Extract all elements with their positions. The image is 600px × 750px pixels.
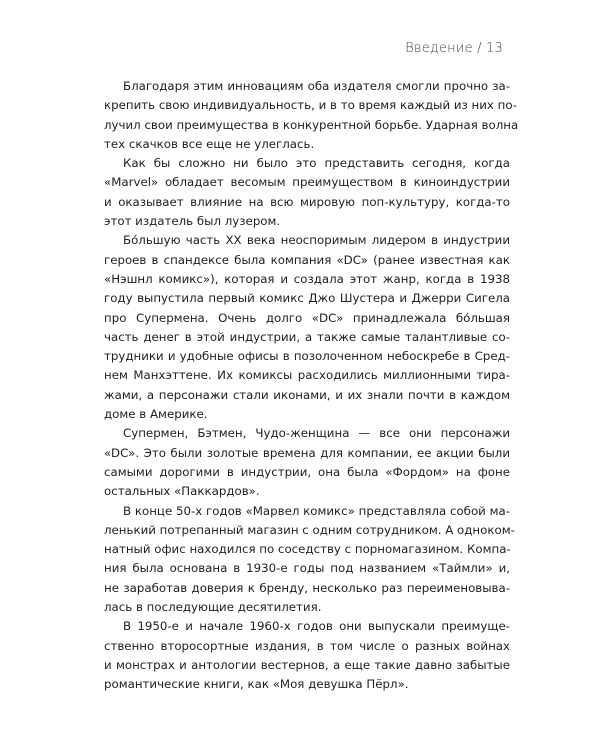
text-line: Благодаря этим инновациям оба издателя смогли прочно за- (123, 79, 510, 93)
text-line: «Marvel» обладает весомым преимуществом в киноиндустрии (104, 175, 510, 190)
text-line: не заработав доверия к бренду, несколько раз переименовыва- (104, 580, 510, 595)
text-line: В конце 50-х годов «Марвел комикс» представляла собой ма- (123, 503, 510, 518)
text-line: этот издатель был лузером. (104, 214, 281, 229)
paragraph-2 (104, 154, 510, 231)
text-line: жами, а персонажи стали иконами, и их знали почти в каждом (104, 387, 510, 402)
paragraph-6 (104, 617, 510, 694)
text-line: натный офис находился по соседству с порномагазином. Компа- (104, 542, 511, 557)
paragraph-1 (104, 77, 519, 154)
text-line: Супермен, Бэтмен, Чудо-женщина — все они персонажи (123, 426, 510, 441)
text-line: Как бы сложно ни было это представить сегодня, когда (123, 156, 510, 171)
body-text (104, 77, 519, 695)
text-line: «Нэшнл комикс»), которая и создала этот жанр, когда в 1938 (104, 271, 510, 286)
paragraph-3 (104, 231, 510, 424)
text-line: нем Манхэттене. Их комиксы расходились миллионными тира- (104, 368, 510, 383)
text-line: про Супермена. Очень долго «DC» принадлежала бо́льшая (104, 310, 510, 325)
text-line: ния была основана в 1930-е годы под названием «Таймли» и, (104, 561, 510, 576)
text-line: «DC». Это были золотые времена для компании, ее акции были (104, 445, 510, 460)
text-line: романтические книги, как «Моя девушка Пёрл». (104, 677, 409, 692)
text-line: и оказывает влияние на всю мировую поп-культуру, когда-то (104, 194, 510, 209)
text-line: крепить свою индивидуальность, и в то время каждый из них по- (104, 98, 517, 113)
text-line: тех скачков все еще не улеглась. (104, 136, 315, 151)
text-line: Бо́льшую часть XX века неоспоримым лидером в индустрии (123, 233, 510, 248)
paragraph-4 (104, 424, 510, 501)
text-line: самыми дорогими в индустрии, она была «Фордом» на фоне (104, 464, 510, 479)
text-line: ленький потрепанный магазин с одним сотрудником. А одноком- (104, 522, 515, 537)
text-line: трудники и удобные офисы в позолоченном небоскребе в Сред- (104, 349, 510, 364)
text-line: остальных «Паккардов». (104, 484, 260, 499)
text-line: героев в спандексе была компания «DC» (ранее известная как (104, 252, 510, 267)
text-line: году выпустила первый комикс Джо Шустера и Джерри Сигела (104, 291, 510, 306)
paragraph-5 (104, 502, 515, 618)
text-line: В 1950-е и начале 1960-х годов они выпускали преимуще- (123, 619, 510, 634)
text-line: ственно второсортные издания, в том числе о разных войнах (104, 638, 510, 653)
running-header: Введение / 13 (405, 41, 503, 56)
text-line: часть денег в этой индустрии, а также самые талантливые со- (104, 329, 510, 344)
text-line: лась в последующие десятилетия. (104, 600, 322, 615)
text-line: лучил свои преимущества в конкурентной борьбе. Ударная волна (104, 117, 519, 132)
text-line: доме в Америке. (104, 407, 208, 422)
text-line: и монстрах и антологии вестернов, а еще такие давно забытые (104, 657, 510, 672)
